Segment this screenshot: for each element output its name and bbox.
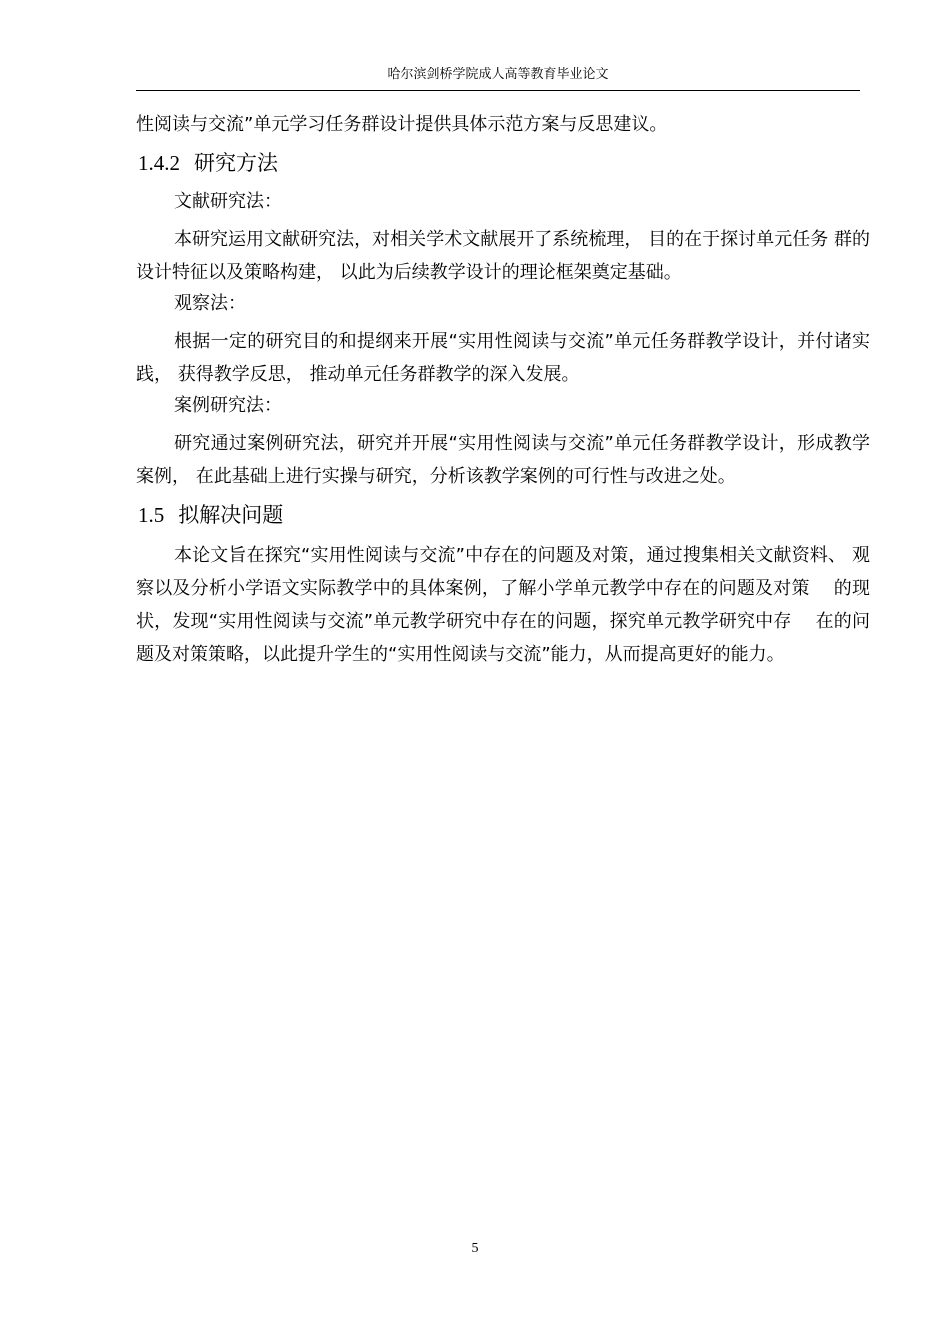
header-divider [136, 90, 860, 91]
method-label-observation: 观察法： [174, 293, 246, 314]
section-heading-1-5 [138, 497, 870, 533]
section-number: 1.5 [138, 503, 165, 527]
running-header: 哈尔滨剑桥学院成人高等教育毕业论文 [387, 67, 609, 82]
method-label-case-study: 案例研究法： [174, 395, 282, 416]
page-body [136, 108, 870, 671]
section-title: 研究方法 [194, 151, 278, 175]
section-title: 拟解决问题 [178, 503, 284, 527]
section-heading-1-4-2 [138, 145, 870, 181]
page-number: 5 [471, 1241, 479, 1256]
method-label-literature: 文献研究法： [174, 191, 282, 212]
section-1-5-paragraph: 本论文旨在探究“实用性阅读与交流”中存在的问题及对策，通过搜集相关文献资料、 观察以及分析小学语文实际教学中的具体案例，了解小学单元教学中存在的问题及对策 的现状，发现“实用性阅读与交流”单元教学研究中存在的问题，探究单元教学研究中存 在的问题及对策策略，以此提升学生的“实用性阅读与交流”能力，从而提高更好的能力。 [136, 545, 870, 665]
method-text-observation: 根据一定的研究目的和提纲来开展“实用性阅读与交流”单元任务群教学设计，并付诸实践， 获得教学反思， 推动单元任务群教学的深入发展。 [136, 331, 870, 385]
paragraph-continuation: 性阅读与交流”单元学习任务群设计提供具体示范方案与反思建议。 [136, 114, 668, 135]
method-text-case-study: 研究通过案例研究法，研究并开展“实用性阅读与交流”单元任务群教学设计，形成教学案例， 在此基础上进行实操与研究，分析该教学案例的可行性与改进之处。 [136, 433, 870, 487]
section-number: 1.4.2 [138, 151, 180, 175]
method-text-literature: 本研究运用文献研究法，对相关学术文献展开了系统梳理， 目的在于探讨单元任务 群的设计特征以及策略构建， 以此为后续教学设计的理论框架奠定基础。 [136, 229, 870, 283]
